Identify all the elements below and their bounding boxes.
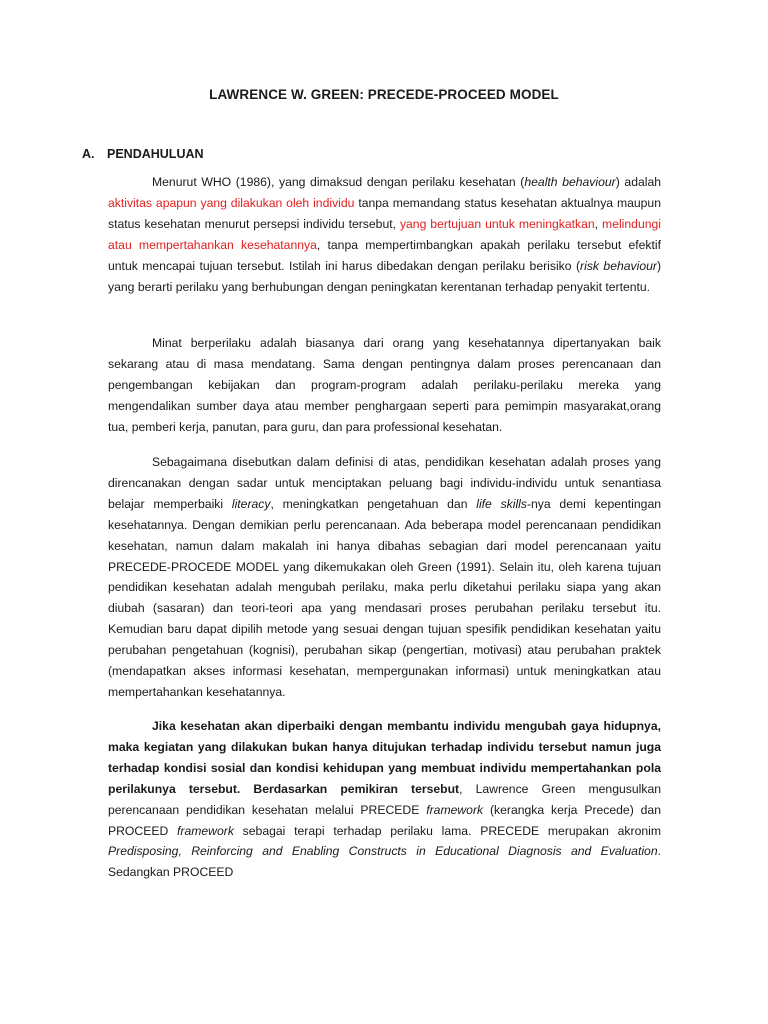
paragraph-4	[108, 716, 661, 883]
text-run: Sebagaimana disebutkan dalam definisi di atas, pendidikan kesehatan adalah proses yang direncanakan dengan sadar untuk menciptakan peluang bagi individu-individu untuk senantiasa belajar memperbaiki	[108, 455, 661, 511]
italic-term: Predisposing, Reinforcing and Enabling Constructs in Educational Diagnosis and Evaluation	[108, 844, 658, 859]
paragraph-3	[108, 452, 661, 703]
text-run: . Sedangkan PROCEED	[108, 844, 661, 880]
text-run: tanpa memandang status kesehatan aktualnya maupun status kesehatan menurut persepsi individu tersebut,	[108, 195, 661, 231]
text-run: , meningkatkan pengetahuan dan	[270, 496, 477, 511]
italic-term: life skills	[476, 496, 527, 511]
italic-term: literacy	[231, 496, 271, 511]
document-title: LAWRENCE W. GREEN: PRECEDE-PROCEED MODEL	[209, 87, 559, 102]
section-number: A.	[82, 147, 95, 161]
highlighted-text: yang bertujuan untuk meningkatkan	[399, 216, 595, 231]
italic-term: health behaviour	[524, 175, 616, 189]
text-run: (kerangka kerja Precede) dan PROCEED	[108, 802, 661, 838]
text-run: , tanpa mempertimbangkan apakah perilaku tersebut efektif untuk mencapai tujuan tersebut. Istilah ini harus dibedakan dengan perilaku berisiko (	[108, 237, 662, 273]
text-run: ,	[594, 216, 603, 231]
paragraph-2	[108, 333, 661, 438]
section-heading	[82, 147, 204, 161]
italic-term: framework	[426, 802, 484, 817]
text-run: Minat berperilaku adalah biasanya dari orang yang kesehatannya dipertanyakan baik sekarang atau di masa mendatang. Sama dengan pentingnya dalam proses perencanaan dan pengembangan kebijakan dan program-program adalah perilaku-perilaku mereka yang mengendalikan sumber daya atau member penghargaan seperti para pemimpin masyarakat,orang tua, pemberi kerja, panutan, para guru, dan para professional kesehatan.	[108, 336, 661, 434]
section-title: PENDAHULUAN	[107, 147, 204, 161]
bold-text: Jika kesehatan akan diperbaiki dengan membantu individu mengubah gaya hidupnya, maka kegiatan yang dilakukan bukan hanya ditujukan terhadap individu tersebut namun juga terhadap kondisi sosial dan kondisi kehidupan yang membuat individu mempertahankan pola perilakunya tersebut. Berdasarkan pemikiran tersebut	[108, 719, 661, 796]
paragraph-1	[108, 172, 661, 297]
italic-term: framework	[177, 823, 234, 838]
text-run: Menurut WHO (1986), yang dimaksud dengan perilaku kesehatan (	[152, 175, 525, 189]
highlighted-text: aktivitas apapun yang dilakukan oleh individu	[108, 195, 355, 210]
text-run: , Lawrence Green mengusulkan perencanaan pendidikan kesehatan melalui PRECEDE	[108, 781, 661, 817]
text-run: sebagai terapi terhadap perilaku lama. PRECEDE merupakan akronim	[233, 823, 661, 838]
text-run: -nya demi kepentingan kesehatannya. Dengan demikian perlu perencanaan. Ada beberapa model perencanaan pendidikan kesehatan, namun dalam makalah ini hanya dibahas sebagian dari model perencanaan yaitu PRECEDE-PROCEDE MODEL yang dikemukakan oleh Green (1991). Selain itu, oleh karena tujuan pendidikan kesehatan adalah mengubah perilaku, maka perlu diketahui perilaku siapa yang akan diubah (sasaran) dan teori-teori apa yang mendasari proses perubahan perilaku tersebut itu. Kemudian baru dapat dipilih metode yang sesuai dengan tujuan spesifik pendidikan kesehatan yaitu perubahan pengetahuan (kognisi), perubahan sikap (pengertian, motivasi) atau perubahan praktek (mendapatkan akses informasi kesehatan, mempergunakan informasi) untuk meningkatkan atau mempertahankan kesehatannya.	[108, 496, 662, 699]
highlighted-text: melindungi atau mempertahankan kesehatannya	[108, 216, 661, 252]
italic-term: risk behaviour	[580, 258, 657, 273]
text-run: ) yang berarti perilaku yang berhubungan dengan peningkatan kerentanan terhadap penyakit tertentu.	[108, 258, 662, 294]
text-run: ) adalah	[615, 175, 662, 189]
